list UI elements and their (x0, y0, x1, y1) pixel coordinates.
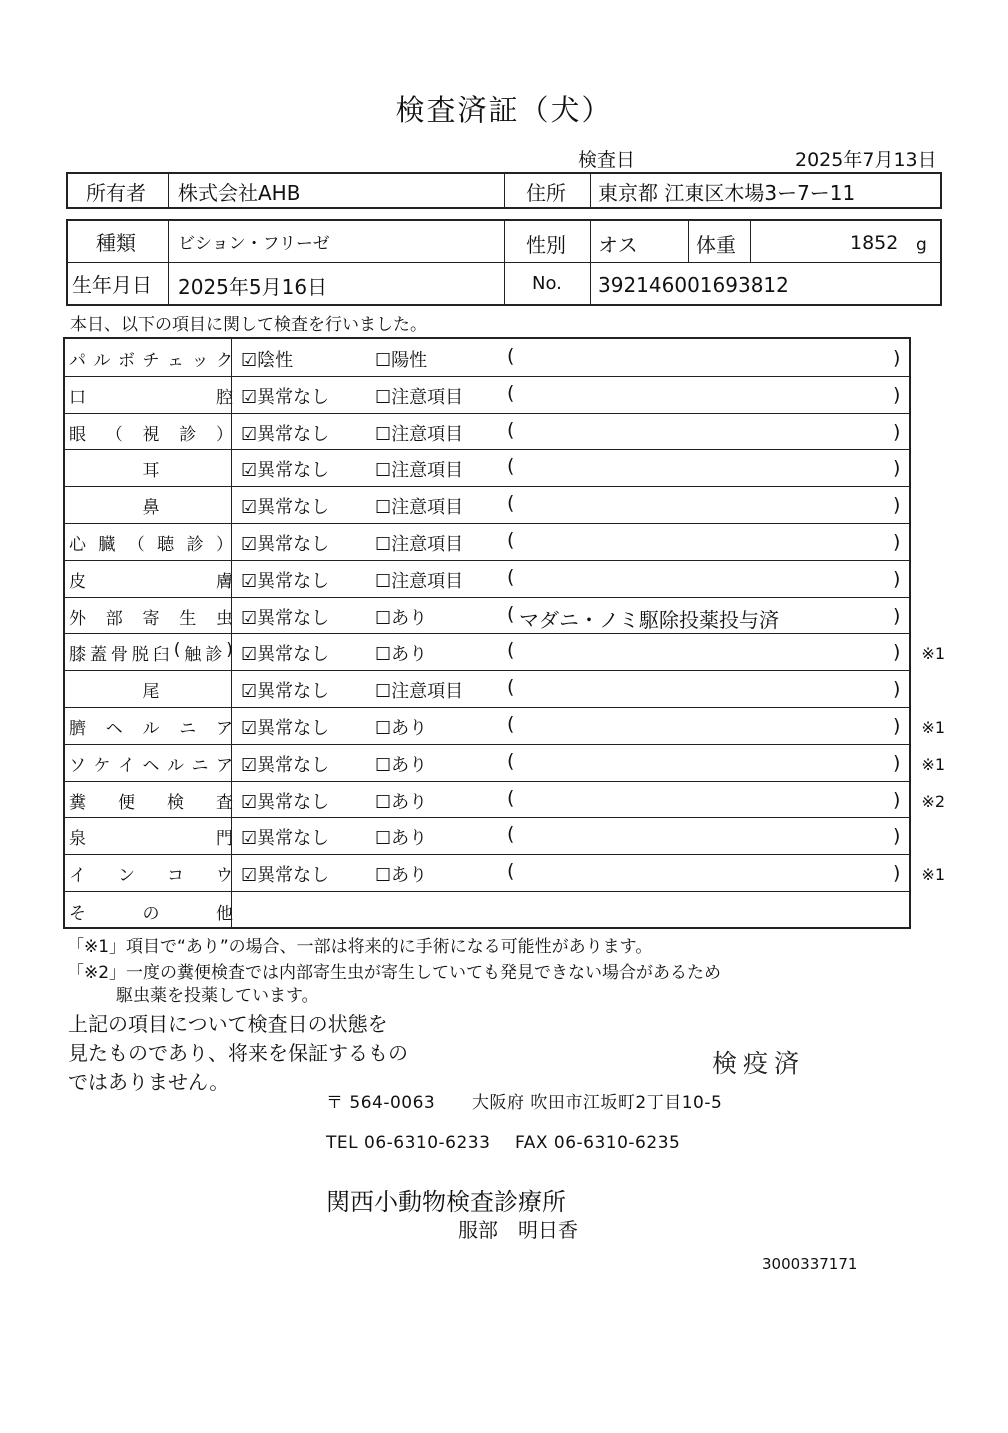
option-abnormal[interactable]: ☐あり (375, 865, 428, 887)
remark-open-paren: ( (507, 529, 515, 551)
remark-open-paren: ( (507, 345, 515, 367)
clinic-address: 大阪府 吹田市江坂町2丁目10-5 (472, 1093, 723, 1113)
remark-open-paren: ( (507, 786, 515, 809)
owner-label: 所有者 (86, 181, 146, 205)
option-abnormal[interactable]: ☐あり (375, 791, 428, 813)
address-label: 住所 (526, 181, 566, 205)
option-abnormal[interactable]: ☐注意項目 (375, 386, 464, 408)
option-normal[interactable]: ☑異常なし (241, 607, 330, 629)
option-normal[interactable]: ☑異常なし (241, 791, 330, 813)
weight-value: 1852 (850, 232, 899, 254)
option-abnormal[interactable]: ☐あり (375, 828, 428, 850)
option-normal[interactable]: ☑異常なし (241, 865, 330, 887)
no-value: 392146001693812 (598, 273, 789, 297)
disclaimer-line2: 見たものであり、将来を保証するもの (68, 1041, 408, 1065)
remark-open-paren: ( (507, 823, 515, 846)
remark-open-paren: ( (507, 860, 515, 883)
remark-text: マダニ・ノミ駆除投薬投与済 (519, 607, 779, 632)
remark-close-paren: ) (893, 788, 901, 811)
remark-open-paren: ( (507, 418, 515, 441)
row-label: パ ル ボ チ ェ ッ ク (69, 351, 233, 371)
remark-open-paren: ( (507, 713, 515, 735)
remark-close-paren: ) (893, 604, 901, 627)
row-label-other: そ の 他 (69, 904, 233, 924)
sex-label: 性別 (526, 233, 566, 257)
pet-info-box (66, 219, 942, 306)
remark-open-paren: ( (507, 639, 515, 662)
no-label: No. (532, 273, 562, 294)
clinic-fax: FAX 06-6310-6235 (515, 1133, 681, 1153)
option-normal[interactable]: ☑異常なし (241, 386, 330, 408)
option-normal[interactable]: ☑陰性 (241, 350, 294, 371)
option-abnormal[interactable]: ☐注意項目 (375, 534, 464, 555)
row-note: ※1 (921, 718, 945, 737)
row-label: 口 腔 (69, 387, 233, 408)
page-title: 検査済証（犬） (395, 93, 613, 127)
option-normal[interactable]: ☑異常なし (241, 754, 330, 776)
option-abnormal[interactable]: ☐注意項目 (375, 460, 464, 482)
option-normal[interactable]: ☑異常なし (241, 497, 330, 519)
remark-close-paren: ) (893, 825, 901, 848)
disclaimer-line1: 上記の項目について検査日の状態を (68, 1012, 388, 1036)
weight-unit: g (916, 235, 927, 255)
owner-box (66, 172, 942, 209)
option-abnormal[interactable]: ☐注意項目 (375, 423, 464, 445)
disclaimer (68, 1010, 408, 1097)
remark-open-paren: ( (507, 565, 515, 588)
birth-label: 生年月日 (72, 273, 152, 297)
footnote-2-line1: 「※2」一度の糞便検査では内部寄生虫が寄生していても発見できない場合があるため (67, 963, 722, 983)
postal-code: 〒 564-0063 (326, 1093, 436, 1113)
remark-close-paren: ) (893, 862, 901, 885)
option-abnormal[interactable]: ☐あり (375, 718, 428, 739)
option-abnormal[interactable]: ☐注意項目 (375, 681, 464, 703)
remark-close-paren: ) (893, 347, 901, 369)
option-abnormal[interactable]: ☐あり (375, 607, 428, 629)
check-table (63, 337, 945, 929)
option-normal[interactable]: ☑異常なし (241, 644, 330, 666)
row-note: ※1 (921, 644, 945, 664)
remark-close-paren: ) (893, 678, 901, 701)
row-label: 眼 （ 視 診 ） (69, 424, 233, 445)
row-label: 膝 蓋 骨 脱 臼 ( 触 診 ) (69, 640, 233, 666)
row-label: 尾 (142, 682, 160, 703)
remark-close-paren: ) (893, 457, 901, 480)
option-normal[interactable]: ☑異常なし (241, 423, 330, 445)
intro-text: 本日、以下の項目に関して検査を行いました。 (70, 315, 427, 335)
weight-label: 体重 (696, 233, 736, 257)
row-note: ※1 (921, 865, 945, 885)
row-label: 泉 門 (69, 829, 233, 850)
option-abnormal[interactable]: ☐あり (375, 754, 428, 776)
sex-value: オス (598, 233, 638, 257)
row-label: 心 臓 （ 聴 診 ） (69, 535, 233, 555)
birth-value: 2025年5月16日 (178, 275, 328, 299)
remark-open-paren: ( (507, 676, 515, 699)
row-label: 外 部 寄 生 虫 (69, 608, 233, 629)
remark-open-paren: ( (507, 381, 515, 404)
row-label: ソ ケ イ ヘ ル ニ ア (69, 755, 233, 776)
remark-open-paren: ( (507, 602, 515, 625)
row-label: 糞 便 検 査 (69, 792, 233, 813)
option-normal[interactable]: ☑異常なし (241, 718, 330, 739)
remark-close-paren: ) (893, 531, 901, 553)
footnote-1: 「※1」項目で“あり”の場合、一部は将来的に手術になる可能性があります。 (67, 937, 653, 957)
row-label: 臍 ヘ ル ニ ア (69, 719, 233, 739)
remark-open-paren: ( (507, 455, 515, 478)
remark-close-paren: ) (893, 420, 901, 443)
option-abnormal[interactable]: ☐注意項目 (375, 570, 464, 592)
remark-close-paren: ) (893, 751, 901, 774)
remark-close-paren: ) (893, 641, 901, 664)
remark-close-paren: ) (893, 715, 901, 737)
clinic-tel: TEL 06-6310-6233 (326, 1133, 491, 1153)
footnote-2-line2: 駆虫薬を投薬しています。 (116, 986, 319, 1006)
row-label: イ ン コ ウ (69, 866, 233, 887)
breed-value: ビション・フリーゼ (178, 234, 330, 254)
owner-value: 株式会社AHB (178, 181, 301, 205)
remark-open-paren: ( (507, 749, 515, 772)
option-normal[interactable]: ☑異常なし (241, 534, 330, 555)
row-label: 耳 (142, 461, 160, 482)
address-value: 東京都 江東区木場3ー7ー11 (598, 181, 856, 205)
row-label: 鼻 (142, 498, 160, 519)
quarantine-stamp: 検疫済 (712, 1049, 806, 1078)
remark-close-paren: ) (893, 567, 901, 590)
doctor-name: 服部 明日香 (458, 1218, 578, 1242)
row-label: 皮 膚 (69, 571, 233, 592)
document-number: 3000337171 (762, 1255, 858, 1273)
remark-open-paren: ( (507, 492, 515, 515)
option-normal[interactable]: ☑異常なし (241, 570, 330, 592)
row-note: ※2 (921, 791, 945, 811)
option-normal[interactable]: ☑異常なし (241, 460, 330, 482)
option-abnormal[interactable]: ☐陽性 (375, 350, 428, 371)
row-note: ※1 (921, 754, 945, 774)
remark-close-paren: ) (893, 383, 901, 406)
disclaimer-line3: ではありません。 (68, 1070, 230, 1094)
option-normal[interactable]: ☑異常なし (241, 828, 330, 850)
option-normal[interactable]: ☑異常なし (241, 681, 330, 703)
option-abnormal[interactable]: ☐あり (375, 644, 428, 666)
option-abnormal[interactable]: ☐注意項目 (375, 497, 464, 519)
exam-date: 2025年7月13日 (795, 149, 937, 171)
clinic-name: 関西小動物検査診療所 (326, 1188, 566, 1216)
exam-date-label: 検査日 (578, 149, 636, 171)
breed-label: 種類 (96, 231, 136, 255)
remark-close-paren: ) (893, 494, 901, 517)
